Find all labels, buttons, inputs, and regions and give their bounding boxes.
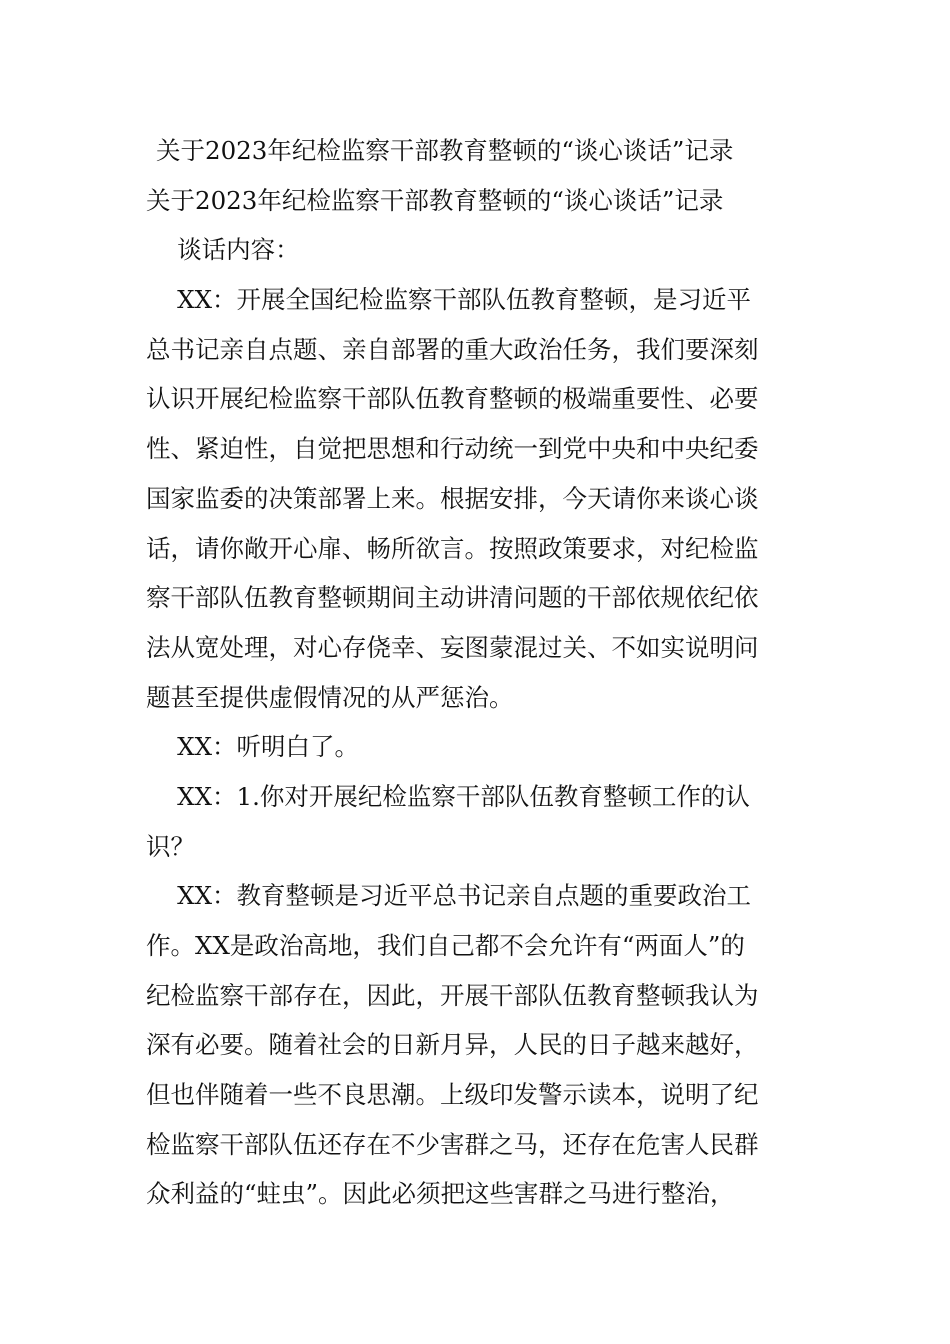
text-line: 谈话内容： [146, 235, 300, 265]
text-line: 众利益的“蛀虫”。因此必须把这些害群之马进行整治， [146, 1179, 735, 1209]
document-title: 关于2023年纪检监察干部教育整顿的“谈心谈话”记录 [156, 136, 734, 165]
text-line: XX：教育整顿是习近平总书记亲自点题的重要政治工 [146, 881, 752, 911]
text-line: 题甚至提供虚假情况的从严惩治。 [146, 682, 514, 712]
text-line: 纪检监察干部存在，因此，开展干部队伍教育整顿我认为 [146, 980, 759, 1010]
document-title-repeat: 关于2023年纪检监察干部教育整顿的“谈心谈话”记录 [146, 185, 724, 215]
text-line: XX：听明白了。 [146, 732, 360, 762]
text-line: 察干部队伍教育整顿期间主动讲清问题的干部依规依纪依 [146, 583, 759, 613]
text-line: XX：开展全国纪检监察干部队伍教育整顿，是习近平 [146, 285, 752, 315]
text-line: 总书记亲自点题、亲自部署的重大政治任务，我们要深刻 [146, 334, 759, 364]
document-body [146, 126, 806, 1219]
text-line: 认识开展纪检监察干部队伍教育整顿的极端重要性、必要 [146, 384, 759, 414]
text-line: 检监察干部队伍还存在不少害群之马，还存在危害人民群 [146, 1129, 759, 1159]
text-line: 话，请你敞开心扉、畅所欲言。按照政策要求，对纪检监 [146, 533, 759, 563]
text-line: 但也伴随着一些不良思潮。上级印发警示读本，说明了纪 [146, 1080, 759, 1110]
text-line: 识？ [146, 831, 195, 861]
document-lines [146, 225, 806, 1219]
text-line: 法从宽处理，对心存侥幸、妄图蒙混过关、不如实说明问 [146, 632, 759, 662]
text-line: XX：1.你对开展纪检监察干部队伍教育整顿工作的认 [146, 781, 750, 811]
text-line: 作。XX是政治高地，我们自己都不会允许有“两面人”的 [146, 931, 745, 960]
text-line: 性、紧迫性，自觉把思想和行动统一到党中央和中央纪委 [146, 434, 759, 464]
text-line: 国家监委的决策部署上来。根据安排，今天请你来谈心谈 [146, 483, 759, 513]
text-line: 深有必要。随着社会的日新月异，人民的日子越来越好， [146, 1030, 759, 1060]
